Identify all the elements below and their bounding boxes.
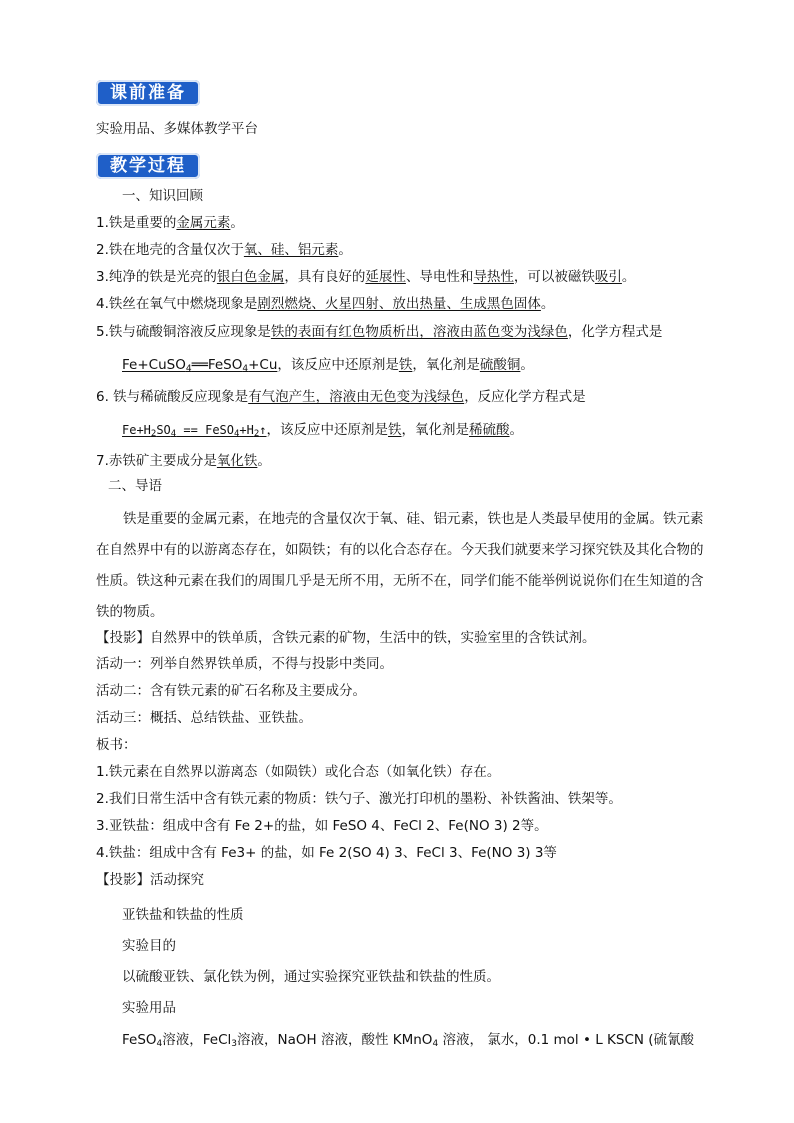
materials-text: FeSO$_4$溶液，FeCl$_3$溶液，NaOH 溶液，酸性 KMnO$_4$ 溶液， 氯水，0.1 mol • L KSCN (硫氰酸 <box>122 1032 695 1049</box>
review-heading: 一、知识回顾 <box>122 188 203 204</box>
review-item-3: 3.纯净的铁是光亮的银白色金属，具有良好的延展性、导电性和导热性，可以被磁铁吸引。 <box>96 269 636 285</box>
review-item-5-equation: Fe+CuSO$_4$══FeSO$_4$+Cu，该反应中还原剂是铁，氧化剂是硫酸铜。 <box>122 357 534 374</box>
purpose-label: 实验目的 <box>122 938 176 954</box>
board-item-3: 3.亚铁盐：组成中含有 Fe 2+的盐，如 FeSO 4、FeCl 2、Fe(NO 3) 2等。 <box>96 818 548 834</box>
board-item-2: 2.我们日常生活中含有铁元素的物质：铁勺子、激光打印机的墨粉、补铁酱油、铁架等。 <box>96 791 622 807</box>
activity-1: 活动一：列举自然界铁单质，不得与投影中类同。 <box>96 656 393 672</box>
review-item-1: 1.铁是重要的金属元素。 <box>96 215 244 231</box>
review-item-6: 6. 铁与稀硫酸反应现象是有气泡产生，溶液由无色变为浅绿色，反应化学方程式是 <box>96 389 586 405</box>
activity-3: 活动三：概括、总结铁盐、亚铁盐。 <box>96 710 312 726</box>
guide-paragraph: 铁是重要的金属元素，在地壳的含量仅次于氧、硅、铝元素，铁也是人类最早使用的金属。铁元素在自然界中有的以游离态存在，如陨铁；有的以化合态存在。今天我们就要来学习探究铁及其化合物的性质。铁这种元素在我们的周围几乎是无所不用，无所不在，同学们能不能举例说说你们在生知道的含铁的物质。 <box>96 511 704 620</box>
preparation-content: 实验用品、多媒体教学平台 <box>96 121 258 137</box>
review-item-5: 5.铁与硫酸铜溶液反应现象是铁的表面有红色物质析出，溶液由蓝色变为浅绿色，化学方程式是 <box>96 324 663 340</box>
projection-2: 【投影】活动探究 <box>96 872 204 888</box>
guide-heading: 二、导语 <box>108 478 162 494</box>
activity-2: 活动二：含有铁元素的矿石名称及主要成分。 <box>96 683 366 699</box>
board-item-4: 4.铁盐：组成中含有 Fe3+ 的盐，如 Fe 2(SO 4) 3、FeCl 3、Fe(NO 3) 3等 <box>96 845 557 861</box>
review-item-6-equation: $Fe+H_2SO_4$ == $FeSO_4+H_2↑$，该反应中还原剂是铁，氧化剂是稀硫酸。 <box>122 422 524 439</box>
review-item-7: 7.赤铁矿主要成分是氧化铁。 <box>96 453 271 469</box>
purpose-text: 以硫酸亚铁、氯化铁为例，通过实验探究亚铁盐和铁盐的性质。 <box>122 969 500 985</box>
projection-1: 【投影】自然界中的铁单质，含铁元素的矿物，生活中的铁，实验室里的含铁试剂。 <box>96 630 596 646</box>
inquiry-title: 亚铁盐和铁盐的性质 <box>122 907 244 923</box>
materials-label: 实验用品 <box>122 1000 176 1016</box>
board-item-1: 1.铁元素在自然界以游离态（如陨铁）或化合态（如氧化铁）存在。 <box>96 764 501 780</box>
review-item-2: 2.铁在地壳的含量仅次于氧、硅、铝元素。 <box>96 242 352 258</box>
section-title-process: 教学过程 <box>96 153 200 179</box>
board-label: 板书： <box>96 737 137 753</box>
review-item-4: 4.铁丝在氧气中燃烧现象是剧烈燃烧、火星四射、放出热量、生成黑色固体。 <box>96 296 555 312</box>
section-title-preparation: 课前准备 <box>96 80 200 106</box>
